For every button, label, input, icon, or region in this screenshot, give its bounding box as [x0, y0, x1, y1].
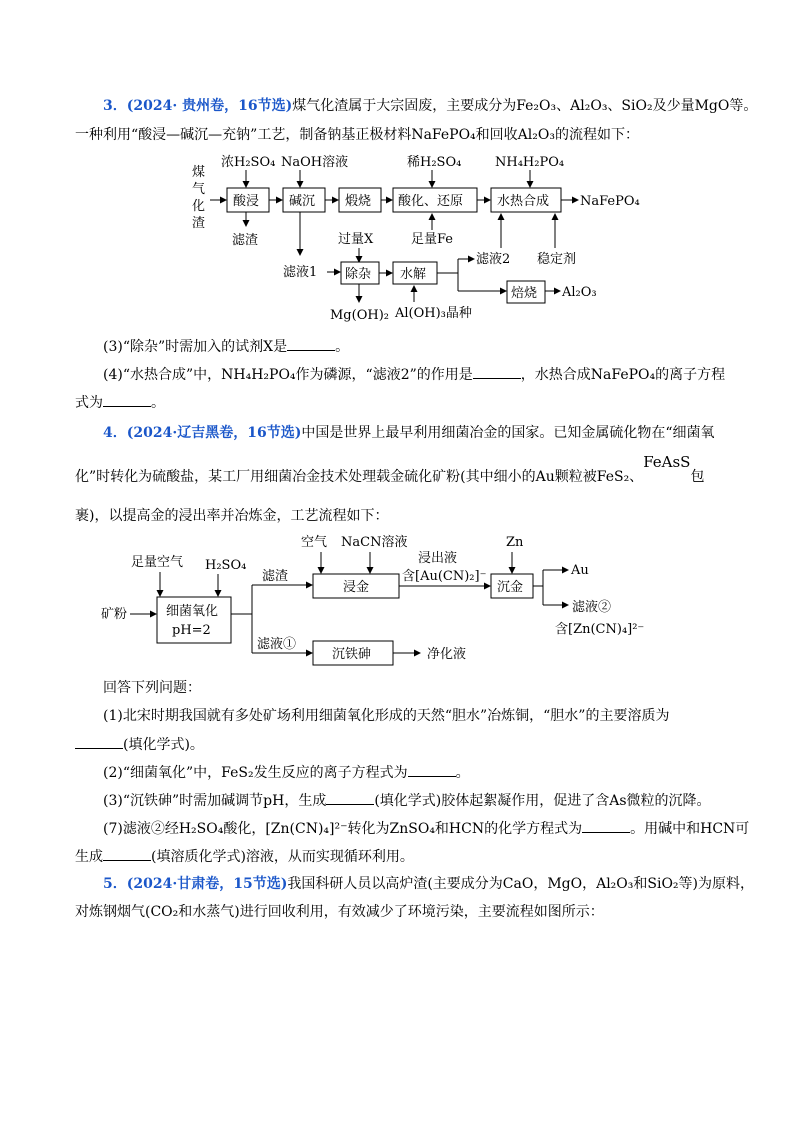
- q3-text1: 煤气化渣属于大宗固废，主要成分为Fe₂O₃、Al₂O₃、SiO₂及少量MgO等。: [292, 98, 758, 114]
- q4-sub2-end: 。: [455, 765, 470, 781]
- q4-number: 4．: [103, 425, 127, 441]
- q3-sub3-end: 。: [335, 339, 350, 355]
- flow1-reagent-nh4h2po4: NH₄H₂PO₄: [495, 155, 565, 170]
- flow2-air2: 空气: [301, 535, 328, 550]
- flow2-nacn: NaCN溶液: [341, 535, 408, 550]
- flow1-reagent-h2so4-conc: 浓H₂SO₄: [221, 155, 276, 170]
- q4-sub3-blank[interactable]: [326, 790, 374, 805]
- flow1-reagent-fe: 足量Fe: [411, 232, 454, 247]
- q3-sub4-line2-end: 。: [151, 395, 165, 411]
- flow1-box-roast-label: 焙烧: [511, 286, 538, 301]
- q4-sub1-blank[interactable]: [75, 734, 123, 749]
- q4-text1: 中国是世界上最早利用细菌冶金的国家。已知金属硫化物在“细菌氧: [301, 425, 715, 441]
- flow1-box-hydrolysis-label: 水解: [400, 267, 427, 282]
- q3-line2: 一种利用“酸浸—碱沉—充钠”工艺，制备钠基正极材料NaFePO₄和回收Al₂O₃的流程如下：: [75, 127, 639, 143]
- flow1-reagent-x: 过量X: [338, 232, 374, 247]
- q3-sub4-mid: ，水热合成NaFePO₄的离子方程: [520, 367, 726, 383]
- q4-sub1-line2: [75, 734, 735, 755]
- flow1-reagent-h2so4-dil: 稀H₂SO₄: [407, 155, 462, 170]
- q5-line1: [103, 874, 763, 894]
- q4-sub7-blank1[interactable]: [582, 818, 630, 833]
- q4-line3: 裹)，以提高金的浸出率并冶炼金，工艺流程如下：: [75, 508, 389, 524]
- flow1-stabilizer: 稳定剂: [537, 252, 577, 267]
- q5-line2: 对炼钢烟气(CO₂和水蒸气)进行回收利用，有效减少了环境污染，主要流程如图所示：: [75, 904, 604, 920]
- flow1-product: NaFePO₄: [580, 194, 640, 209]
- flow2-leachate-content: 含[Au(CN)₂]⁻: [402, 569, 487, 584]
- q4-sub1-end: (填化学式)。: [123, 737, 204, 753]
- q4-sub7-line2: [75, 846, 735, 867]
- q5-number: 5．: [103, 876, 127, 892]
- q4-sub2-blank[interactable]: [408, 762, 456, 777]
- q4-sub7-line2-text: 生成: [75, 849, 103, 865]
- flow1-filtrate1: 滤液1: [283, 265, 318, 280]
- q4-sub7-blank2[interactable]: [103, 846, 151, 861]
- flow1-box-acidify-reduce-label: 酸化、还原: [398, 194, 464, 209]
- flow1-aloh3-seed: Al(OH)₃晶种: [395, 306, 472, 321]
- q4-answer-intro: 回答下列问题：: [103, 680, 201, 696]
- flow2-box-iron-label: 沉铁砷: [332, 647, 372, 662]
- flow1-residue: 滤渣: [232, 233, 259, 248]
- q4-text2-end: 包: [690, 469, 705, 485]
- flow1-box-impurity-removal-label: 除杂: [345, 267, 372, 282]
- flow1-raw-4: 渣: [192, 216, 206, 231]
- flow2-filtrate2: 滤液②: [572, 600, 612, 615]
- flow2-h2so4: H₂SO₄: [205, 558, 247, 573]
- q3-sub4-text: (4)“水热合成”中，NH₄H₂PO₄作为磷源，“滤液2”的作用是: [103, 367, 473, 383]
- q4-sub1-line1: (1)北宋时期我国就有多处矿场利用细菌氧化形成的天然“胆水”冶炼铜，“胆水”的主要溶质为: [103, 708, 670, 724]
- q4-sub7-mid: 。用碱中和HCN可: [630, 821, 750, 837]
- flow2-filtrate1: 滤液①: [257, 637, 297, 652]
- flow2-box-leach-label: 浸金: [343, 580, 370, 595]
- flow1-raw-3: 化: [192, 199, 206, 214]
- q5-source: (2024·甘肃卷，15节选): [126, 876, 288, 892]
- q3-number: 3．: [103, 98, 127, 114]
- q4-sub3: [103, 790, 763, 811]
- flow2-box-gold-label: 沉金: [497, 580, 524, 595]
- flow1-box-alkali-precip-label: 碱沉: [289, 194, 316, 209]
- flow1-reagent-naoh: NaOH溶液: [281, 155, 349, 170]
- flow2-ore: 矿粉: [101, 607, 128, 622]
- q3-sub4-line2-text: 式为: [75, 395, 103, 411]
- flow2-air: 足量空气: [131, 555, 184, 570]
- q4-sub2-text: (2)“细菌氧化”中，FeS₂发生反应的离子方程式为: [103, 765, 408, 781]
- flow2-au: Au: [571, 563, 589, 578]
- flow1-raw-1: 煤: [192, 165, 206, 180]
- flow1-box-acid-leach-label: 酸浸: [233, 194, 260, 209]
- flow2-leachate: 浸出液: [418, 551, 458, 566]
- flow1-mgoh2: Mg(OH)₂: [330, 308, 389, 323]
- q4-sub7-line2-end: (填溶质化学式)溶液，从而实现循环利用。: [151, 849, 414, 865]
- flow2-filtrate2-content: 含[Zn(CN)₄]²⁻: [555, 622, 645, 637]
- flow1-box-calcine-label: 煅烧: [345, 194, 372, 209]
- flow2-residue: 滤渣: [262, 569, 289, 584]
- q4-feass: FeAsS: [643, 453, 691, 471]
- q4-source: (2024·辽吉黑卷，16节选): [126, 425, 302, 441]
- flow1-filtrate2: 滤液2: [476, 252, 511, 267]
- flow2-zn: Zn: [506, 535, 524, 550]
- flow1-al2o3: Al₂O₃: [562, 285, 597, 300]
- q4-sub7-text: (7)滤液②经H₂SO₄酸化，[Zn(CN)₄]²⁻转化为ZnSO₄和HCN的化学方程式为: [103, 821, 583, 837]
- flow1-raw-2: 气: [192, 182, 206, 197]
- q5-text1: 我国科研人员以高炉渣(主要成分为CaO，MgO，Al₂O₃和SiO₂等)为原料，: [287, 876, 755, 892]
- flow1-box-hydrothermal-label: 水热合成: [497, 194, 550, 209]
- q4-sub3-end: (填化学式)胶体起絮凝作用，促进了含As微粒的沉降。: [374, 793, 711, 809]
- q3-source: (2024· 贵州卷，16节选): [126, 98, 293, 114]
- q4-sub3-text: (3)“沉铁砷”时需加碱调节pH，生成: [103, 793, 327, 809]
- flow2-clean-liquid: 净化液: [427, 647, 467, 662]
- q4-sub2: [103, 762, 763, 783]
- flow2-box-oxid-line2: pH=2: [172, 623, 211, 638]
- q4-text2: 化”时转化为硫酸盐，某工厂用细菌冶金技术处理载金硫化矿粉(其中细小的Au颗粒被FeS₂、: [75, 469, 644, 485]
- flow2-box-oxid-line1: 细菌氧化: [166, 604, 219, 619]
- q4-sub7: [103, 818, 763, 839]
- q3-sub3-text: (3)“除杂”时需加入的试剂X是: [103, 339, 288, 355]
